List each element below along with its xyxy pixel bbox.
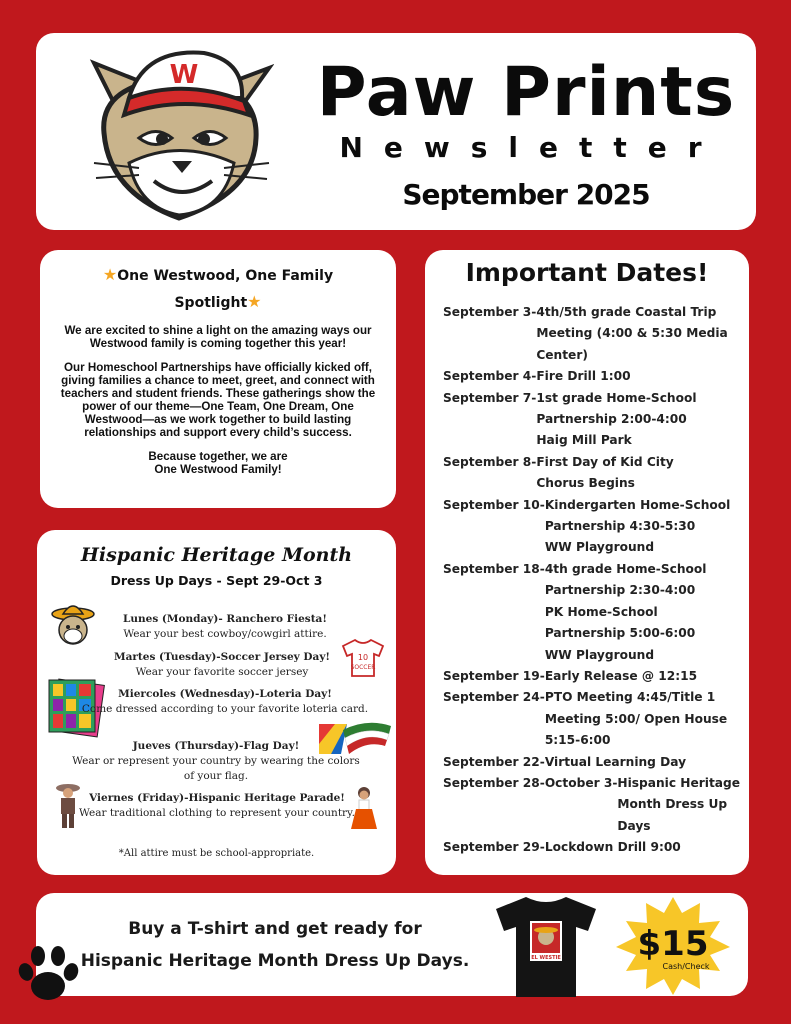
spotlight-closing-line2: One Westwood Family! xyxy=(154,463,282,476)
day-thursday-desc: Wear or represent your country by wearing the colors of your flag. xyxy=(72,755,360,782)
date-event-label: September 19- xyxy=(443,668,545,683)
spotlight-paragraph-2: Our Homeschool Partnerships have officially kicked off, giving families a chance to meet, greet, and connect with teachers and student friends. These gatherings show the power of our theme—One Team, One Dream, One Westwood—as we work together to build lasting relationships and support every child’s success. xyxy=(60,361,376,439)
day-friday-head: Viernes (Friday)-Hispanic Heritage Parade! xyxy=(89,792,345,804)
attire-note: *All attire must be school-appropriate. xyxy=(118,848,315,859)
date-event-label: September 10- xyxy=(443,497,545,512)
cap-letter: W xyxy=(169,60,199,90)
date-event-label: September 18- xyxy=(443,561,545,576)
shirt-label: EL WESTIE xyxy=(531,955,561,961)
important-dates-card xyxy=(425,250,749,875)
day-monday xyxy=(75,612,375,642)
spotlight-title-text: One Westwood, One Family xyxy=(117,268,334,284)
date-event-text: Hispanic Heritage Month Dress Up Days xyxy=(617,775,740,833)
dress-up-days-subtitle: Dress Up Days - Sept 29-Oct 3 xyxy=(110,573,323,588)
star-icon: ★ xyxy=(102,265,118,284)
date-event xyxy=(443,687,743,751)
star-icon: ★ xyxy=(247,292,262,311)
date-event-label: September 8- xyxy=(443,454,537,469)
date-event-text: Early Release @ 12:15 xyxy=(544,668,698,683)
date-event xyxy=(443,452,743,495)
spotlight-closing-line1: Because together, we are xyxy=(148,450,288,463)
price-burst-icon xyxy=(614,895,732,995)
date-event xyxy=(443,773,743,837)
date-event-label: September 22- xyxy=(443,754,545,769)
important-dates-title: Important Dates! xyxy=(465,258,709,287)
tshirt-promo-line1: Buy a T-shirt and get ready for xyxy=(128,919,422,939)
spotlight-title-text-2: Spotlight xyxy=(174,295,248,311)
important-dates-list xyxy=(443,302,743,859)
newsletter-title: Paw Prints xyxy=(316,53,736,132)
newsletter-date: September 2025 xyxy=(402,178,650,211)
spotlight-paragraph-3 xyxy=(54,450,382,476)
spotlight-title-line2 xyxy=(54,289,382,316)
tshirt-promo-line2: Hispanic Heritage Month Dress Up Days. xyxy=(80,951,470,971)
date-event-label: September 24- xyxy=(443,690,545,705)
date-event xyxy=(443,366,743,387)
tshirt-icon xyxy=(488,891,604,1001)
date-event-text: Fire Drill 1:00 xyxy=(536,369,631,384)
paw-print-icon xyxy=(14,942,80,1008)
day-thursday xyxy=(66,739,366,784)
day-tuesday-head: Martes (Tuesday)-Soccer Jersey Day! xyxy=(113,651,331,663)
date-event-label: September 3- xyxy=(443,305,537,319)
day-monday-desc: Wear your best cowboy/cowgirl attire. xyxy=(123,628,327,640)
day-friday-desc: Wear traditional clothing to represent your country. xyxy=(79,807,355,819)
hispanic-heritage-card xyxy=(37,530,396,875)
date-event-text: First Day of Kid City Chorus Begins xyxy=(536,454,674,491)
spotlight-paragraph-1: We are excited to shine a light on the amazing ways our Westwood family is coming together this year! xyxy=(64,324,372,350)
price-payment-note: Cash/Check xyxy=(662,962,710,971)
date-event xyxy=(443,559,743,666)
day-wednesday-desc: Come dressed according to your favorite loteria card. xyxy=(81,703,369,715)
date-event-label: September 7- xyxy=(443,390,537,405)
day-wednesday xyxy=(75,687,375,717)
date-event-text: Virtual Learning Day xyxy=(544,754,687,769)
spotlight-title-line1 xyxy=(54,262,382,289)
hispanic-heritage-title: Hispanic Heritage Month xyxy=(80,544,353,566)
day-tuesday xyxy=(72,650,372,680)
date-event-label: September 28-October 3- xyxy=(443,775,618,790)
date-event-text: 4th/5th grade Coastal Trip Meeting (4:00 & 5:30 Media Center) xyxy=(536,305,728,362)
date-event-label: September 29- xyxy=(443,840,545,855)
tshirt-promo-text xyxy=(80,913,470,977)
date-event-label: September 4- xyxy=(443,369,537,384)
jersey-label: SOCCER xyxy=(350,664,376,671)
day-friday xyxy=(67,791,367,821)
wildcat-mascot-icon xyxy=(84,43,274,228)
day-thursday-head: Jueves (Thursday)-Flag Day! xyxy=(132,740,300,752)
spotlight-card xyxy=(40,250,396,508)
date-event-text: PTO Meeting 4:45/Title 1 Meeting 5:00/ Open House 5:15-6:00 xyxy=(544,690,728,748)
header-card xyxy=(36,33,756,230)
footer-card xyxy=(36,893,748,996)
date-event-text: 1st grade Home-School Partnership 2:00-4:00 Haig Mill Park xyxy=(536,390,697,448)
tshirt-price: $15 xyxy=(637,924,709,964)
date-event-text: Lockdown Drill 9:00 xyxy=(544,840,681,855)
date-event xyxy=(443,302,743,366)
date-event-text: 4th grade Home-School Partnership 2:30-4:00 PK Home-School Partnership 5:00-6:00 WW Playground xyxy=(544,561,707,662)
day-wednesday-head: Miercoles (Wednesday)-Loteria Day! xyxy=(118,688,332,700)
date-event xyxy=(443,666,743,687)
date-event xyxy=(443,752,743,773)
date-event xyxy=(443,388,743,452)
day-monday-head: Lunes (Monday)- Ranchero Fiesta! xyxy=(123,613,327,625)
jersey-number: 10 xyxy=(357,653,369,662)
date-event xyxy=(443,837,743,858)
date-event-text: Kindergarten Home-School Partnership 4:30-5:30 WW Playground xyxy=(544,497,731,555)
day-tuesday-desc: Wear your favorite soccer jersey xyxy=(135,666,309,678)
date-event xyxy=(443,495,743,559)
newsletter-subtitle: Newsletter xyxy=(339,131,723,164)
